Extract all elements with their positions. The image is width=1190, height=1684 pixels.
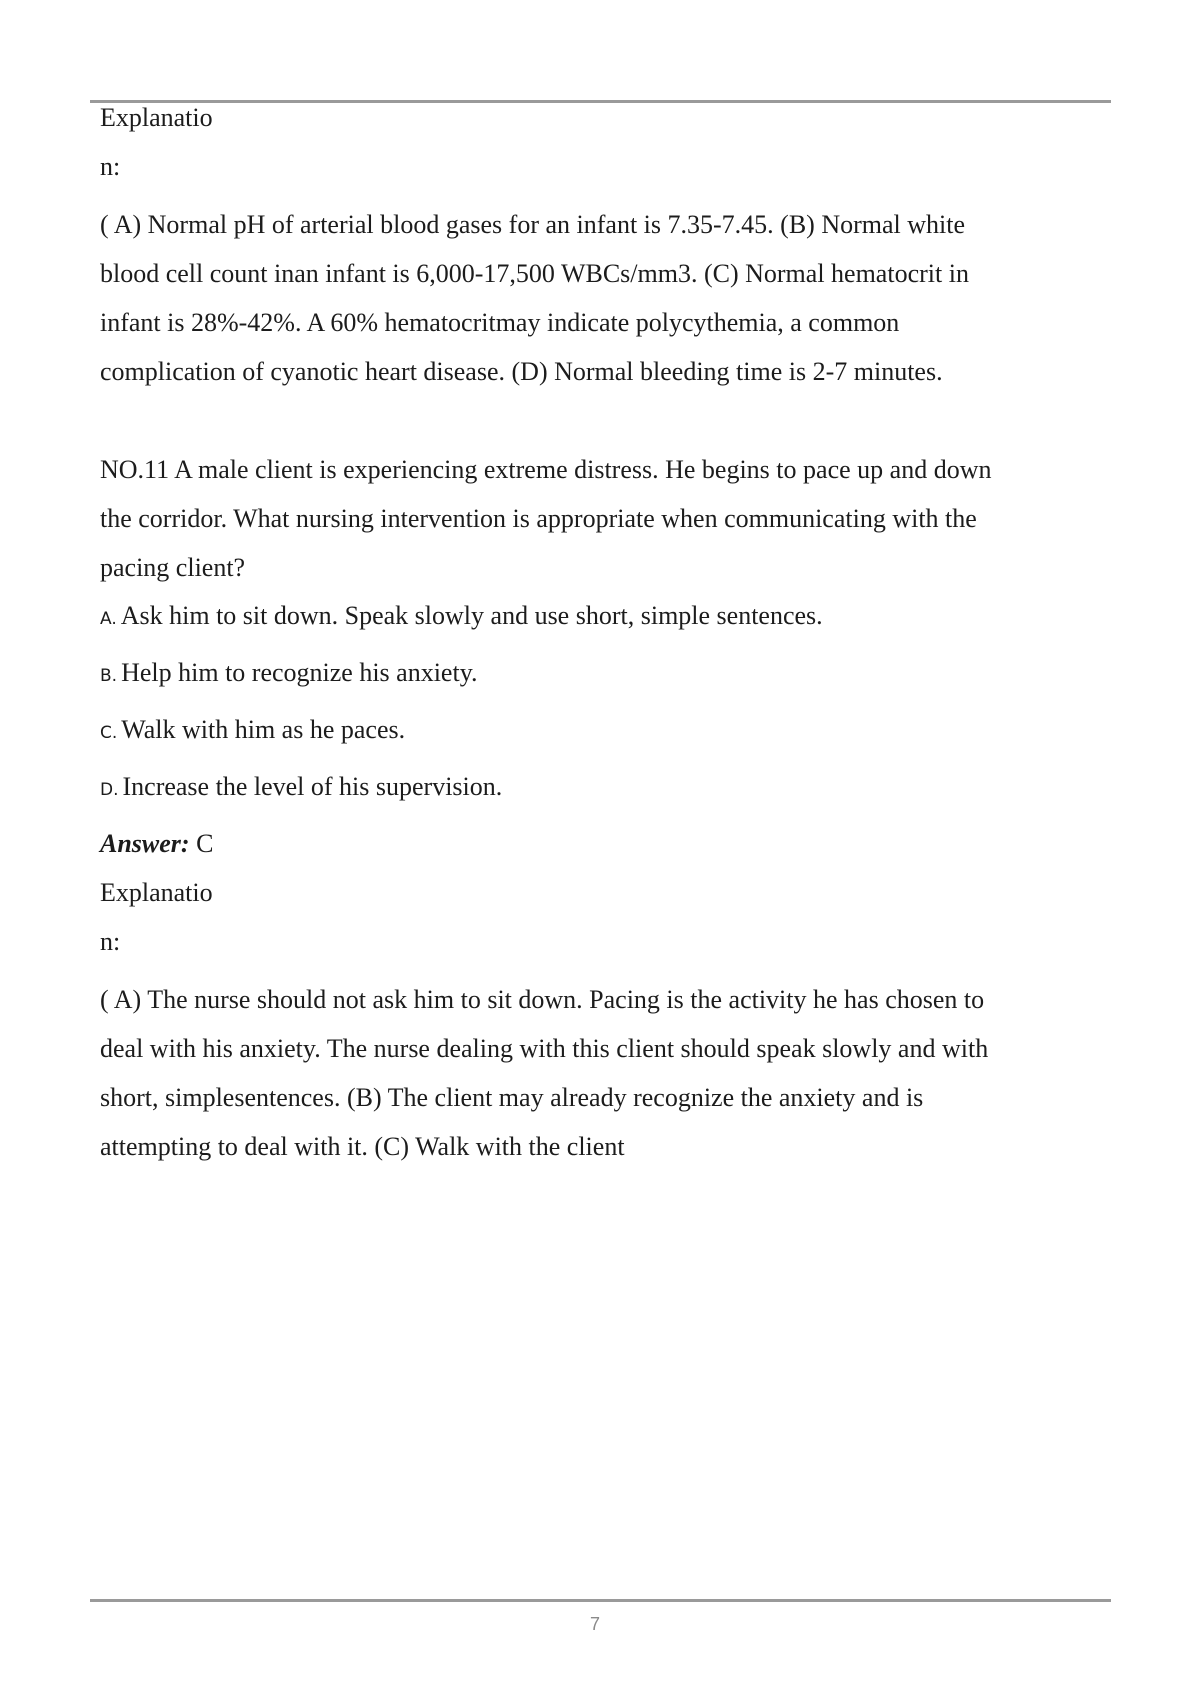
answer-line [100, 828, 213, 860]
question-line: the corridor. What nursing intervention is appropriate when communicating with the [100, 504, 977, 533]
explanation-heading-part1: Explanatio [100, 878, 213, 907]
answer-label: Answer: [100, 829, 190, 858]
option-text: Walk with him as he paces. [121, 715, 406, 744]
explanation-line: short, simplesentences. (B) The client may already recognize the anxiety and is [100, 1083, 924, 1112]
explanation-line: attempting to deal with it. (C) Walk with the client [100, 1132, 625, 1161]
option-b [100, 657, 478, 692]
option-letter: B. [100, 666, 118, 686]
option-letter: A. [100, 609, 117, 629]
option-text: Increase the level of his supervision. [122, 772, 503, 801]
option-d [100, 771, 502, 806]
explanation-heading-part1: Explanatio [100, 103, 213, 132]
page-number: 7 [589, 1614, 600, 1634]
explanation-heading-part2: n: [100, 927, 121, 956]
question-line: pacing client? [100, 553, 246, 582]
explanation-heading-part2: n: [100, 152, 121, 181]
explanation-line: complication of cyanotic heart disease. (D) Normal bleeding time is 2-7 minutes. [100, 357, 943, 386]
explanation-line: deal with his anxiety. The nurse dealing with this client should speak slowly and with [100, 1034, 989, 1063]
option-c [100, 714, 405, 749]
explanation-line: blood cell count inan infant is 6,000-17,500 WBCs/mm3. (C) Normal hematocrit in [100, 259, 969, 288]
question-line: NO.11 A male client is experiencing extreme distress. He begins to pace up and down [100, 455, 992, 484]
option-letter: D. [100, 780, 119, 800]
answer-value: C [196, 829, 214, 858]
header-rule [90, 100, 1111, 103]
option-text: Help him to recognize his anxiety. [121, 658, 478, 687]
option-a [100, 600, 823, 635]
explanation-line: ( A) The nurse should not ask him to sit down. Pacing is the activity he has chosen to [100, 985, 985, 1014]
option-letter: C. [100, 723, 118, 743]
option-text: Ask him to sit down. Speak slowly and use short, simple sentences. [120, 601, 823, 630]
explanation-line: ( A) Normal pH of arterial blood gases for an infant is 7.35-7.45. (B) Normal white [100, 210, 966, 239]
explanation-line: infant is 28%-42%. A 60% hematocritmay indicate polycythemia, a common [100, 308, 900, 337]
footer-rule [90, 1599, 1111, 1602]
